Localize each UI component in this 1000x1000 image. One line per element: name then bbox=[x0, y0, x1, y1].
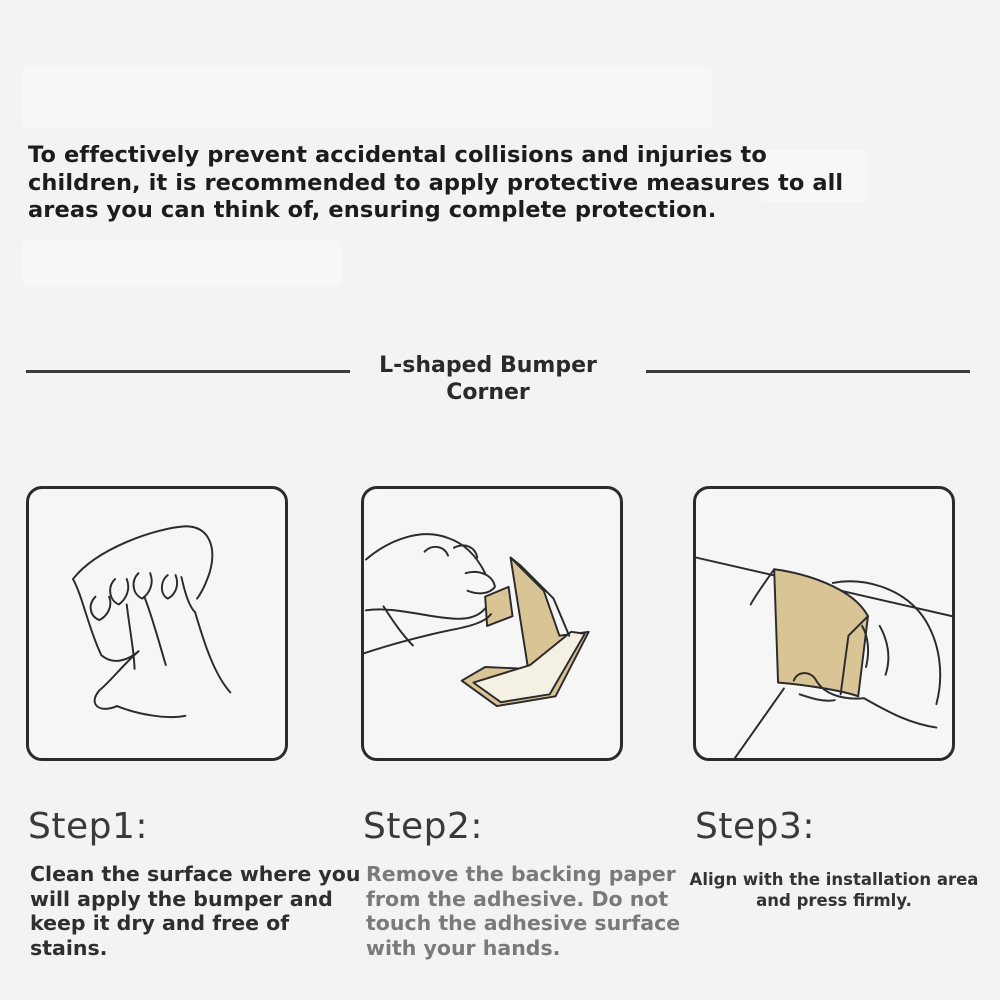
blurred-banner-top bbox=[22, 66, 712, 128]
step2-title: Step2: bbox=[363, 806, 483, 847]
section-divider-left bbox=[26, 370, 350, 373]
step2-illustration-panel bbox=[361, 486, 623, 761]
intro-text: To effectively prevent accidental collisions and injuries to children, it is recommended to apply protective measures to all areas you can think of, ensuring complete protection. bbox=[28, 142, 844, 223]
hand-wiping-surface-icon bbox=[29, 489, 285, 758]
step1-title: Step1: bbox=[28, 806, 148, 847]
section-divider-right bbox=[646, 370, 970, 373]
hand-pressing-bumper-icon bbox=[696, 489, 952, 758]
step3-title: Step3: bbox=[695, 806, 815, 847]
step3-illustration-panel bbox=[693, 486, 955, 761]
step2-description: Remove the backing paper from the adhesive. Do not touch the adhesive surface with your hands. bbox=[366, 862, 681, 960]
step1-description: Clean the surface where you will apply the bumper and keep it dry and free of stains. bbox=[30, 862, 361, 960]
blurred-banner-bottom bbox=[22, 240, 342, 286]
section-title: L-shaped Bumper Corner bbox=[379, 353, 597, 405]
hand-peeling-backing-icon bbox=[364, 489, 620, 758]
step3-description: Align with the installation area and press firmly. bbox=[689, 870, 979, 910]
step1-illustration-panel bbox=[26, 486, 288, 761]
